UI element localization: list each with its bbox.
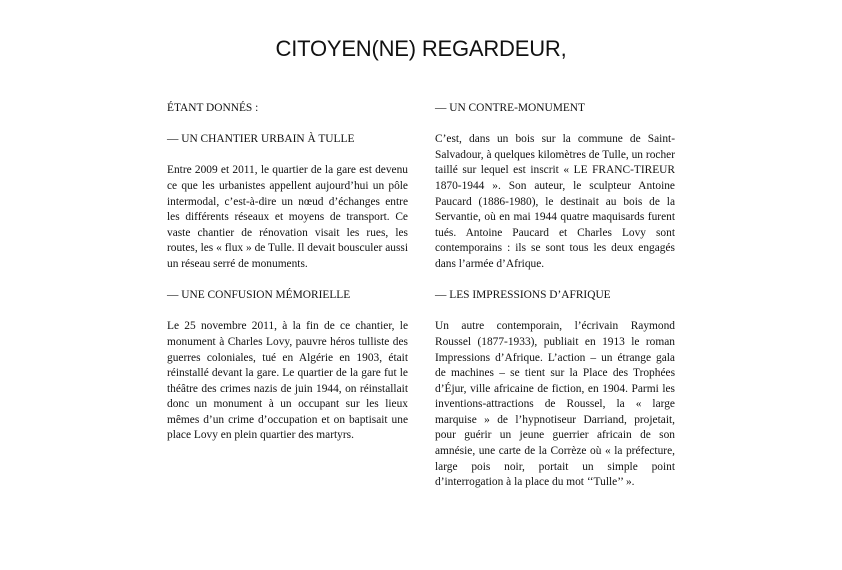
section-body-confusion: Le 25 novembre 2011, à la fin de ce chantier, le monument à Charles Lovy, pauvre héros tulliste des guerres coloniales, tué en Algérie en 1903, était réinstallé devant la gare. Le quartier de la gare fut le théâtre des crimes nazis de juin 1944, on réinstallait donc un monument à un occupant sur les lieux mêmes d’un crime d’occupation et on baptisait une place Lovy en plein quartier des martyrs. xyxy=(167,320,408,442)
section-body-contre-monument: C’est, dans un bois sur la commune de Saint-Salvadour, à quelques kilomètres de Tulle, un rocher taillé sur lequel est inscrit « LE FRANC-TIREUR 1870-1944 ». Son auteur, le sculpteur Antoine Paucard (1886-1980), le destinait au bois de la Servantie, où en mai 1944 quatre maquisards furent tués. Antoine Paucard et Charles Lovy sont contemporains : ils se sont tous les deux engagés dans l’armée d’Afrique. xyxy=(435,133,675,270)
section-body-chantier: Entre 2009 et 2011, le quartier de la gare est devenu ce que les urbanistes appellent aujourd’hui un pôle intermodal, c’est-à-dire un nœud d’échanges entre les différents réseaux et moyens de transport. Ce vaste chantier de rénovation visait les rues, les routes, les « flux » de Tulle. Il devait bousculer aussi un réseau serré de monuments. xyxy=(167,164,408,270)
right-column xyxy=(435,101,675,506)
page-title: CITOYEN(NE) REGARDEUR, xyxy=(275,36,567,61)
section-heading-contre-monument: — UN CONTRE-MONUMENT xyxy=(435,102,585,114)
section-heading-chantier: — UN CHANTIER URBAIN À TULLE xyxy=(167,133,355,146)
section-body-impressions: Un autre contemporain, l’écrivain Raymond Roussel (1877-1933), publiait en 1913 le roman Impressions d’Afrique. L’action – un étrange gala de machines – se tient sur la Place des Trophées d’Éjur, ville africaine de fiction, en 1904. Parmi les inventions-attractions de Roussel, la « large marquise » de l’hypnotiseur Darriand, projetait, pour guérir un jeune guerrier africain de son amnésie, une carte de la Corrèze où « la préfecture, large pois noir, portait un simple point d’interrogation à la place du mot ‘‘Tulle’’ ». xyxy=(435,320,675,489)
section-heading-confusion: — UNE CONFUSION MÉMORIELLE xyxy=(167,289,351,302)
intro-heading: ÉTANT DONNÉS : xyxy=(167,102,259,114)
section-heading-impressions: — LES IMPRESSIONS D’AFRIQUE xyxy=(435,289,611,302)
left-column xyxy=(167,101,408,460)
